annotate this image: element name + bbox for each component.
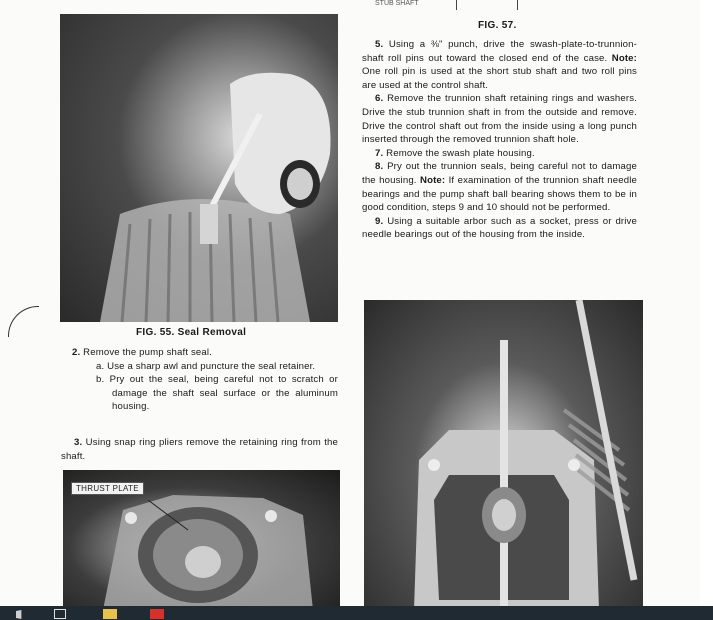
step-text: Using snap ring pliers remove the retaining ring from the shaft. — [61, 437, 338, 462]
header-tick-mark — [456, 0, 457, 10]
note-label: Note: — [419, 174, 446, 186]
left-column-text — [72, 346, 338, 414]
viewer-gutter — [700, 0, 713, 606]
note-text: One roll pin is used at the short stub shaft and two roll pins are used at the control shaft. — [362, 66, 637, 91]
step-text: Pry out the trunnion seals, being careful not to damage the housing. — [362, 161, 637, 186]
fig55-caption: FIG. 55. Seal Removal — [136, 327, 247, 338]
step-9 — [362, 215, 637, 242]
right-column-text — [362, 38, 637, 242]
fig55-illustration — [60, 14, 338, 322]
step-2b — [76, 373, 338, 414]
step-text: Remove the pump shaft seal. — [83, 347, 212, 358]
step-text: Using a ⅜" punch, drive the swash-plate-to-trunnion-shaft roll pins out toward the closed end of the case. — [362, 39, 637, 64]
step-number: 5. — [375, 39, 384, 50]
step-5 — [362, 38, 637, 92]
substep-letter: b. — [96, 374, 105, 386]
task-view-icon[interactable] — [54, 609, 66, 619]
step-3 — [61, 436, 338, 463]
step-text: Remove the swash plate housing. — [386, 147, 535, 159]
windows-icon[interactable] — [16, 609, 28, 619]
fig55-photo — [60, 14, 338, 322]
step-number: 2. — [72, 347, 81, 358]
step-number: 9. — [375, 215, 384, 227]
fig58-photo — [364, 300, 643, 606]
fig58-illustration — [364, 300, 643, 606]
step-2a — [76, 360, 338, 374]
step-text: Using a suitable arbor such as a socket, press or drive needle bearings out of the housing from the inside. — [362, 215, 637, 241]
fig57-caption: FIG. 57. — [478, 20, 517, 31]
taskbar — [0, 606, 713, 620]
step-text: Remove the trunnion shaft retaining rings and washers. Drive the stub trunnion shaft in from the outside and remove. Drive the control shaft out from the inside using a long punch inserted through the removed trunnion shaft hole. — [362, 93, 637, 146]
app-icon[interactable] — [150, 609, 164, 619]
margin-bracket-mark — [8, 306, 39, 337]
file-explorer-icon[interactable] — [103, 609, 117, 619]
step-number: 6. — [375, 93, 384, 105]
thrust-plate-label: THRUST PLATE — [71, 482, 144, 495]
step-7 — [362, 147, 637, 161]
substep-text: Use a sharp awl and puncture the seal retainer. — [107, 360, 316, 372]
step-2 — [72, 346, 338, 360]
step-8 — [362, 160, 637, 214]
note-text: If examination of the trunnion shaft needle bearings and the pump shaft ball bearing shows them to be in good condition, steps 9 and 10 should not be performed. — [362, 174, 637, 214]
page-header-snippet: STUB SHAFT — [375, 0, 419, 7]
step-6 — [362, 92, 637, 146]
substep-text: Pry out the seal, being careful not to scratch or damage the shaft seal surface or the aluminum housing. — [109, 374, 338, 413]
step-number: 8. — [375, 161, 384, 173]
note-label: Note: — [611, 52, 637, 64]
substep-letter: a. — [96, 360, 105, 372]
step-number: 3. — [74, 437, 83, 448]
step-number: 7. — [375, 147, 384, 159]
header-tick-mark — [517, 0, 518, 10]
fig56-photo — [63, 470, 340, 606]
